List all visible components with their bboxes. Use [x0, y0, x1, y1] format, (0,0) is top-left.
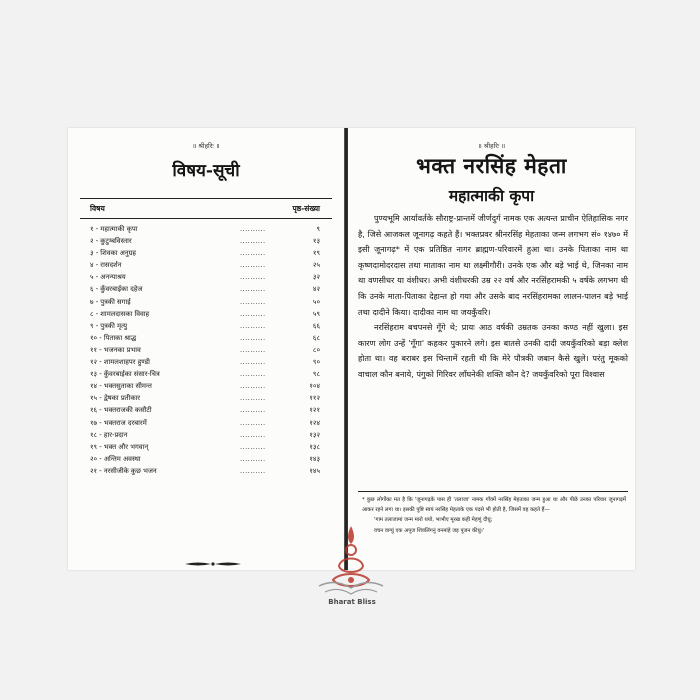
toc-entry-page: ६६ [312, 321, 320, 330]
toc-leader-dots: .......... [240, 370, 266, 379]
bharat-bliss-logo-icon [311, 520, 391, 600]
toc-row [68, 453, 344, 465]
right-page-header: ॥ श्रीहरिः ॥ [477, 142, 506, 150]
ornament-divider [183, 560, 243, 568]
toc-leader-dots: .......... [240, 454, 266, 463]
toc-top-rule [80, 198, 332, 199]
toc-title: विषय-सूची [172, 161, 240, 181]
toc-entry-label: १२ - शामलशाहपर हुण्डी [90, 358, 150, 367]
book-title: भक्त नरसिंह मेहता [416, 153, 567, 178]
toc-entry-label: ७ - पुत्रकी सगाई [90, 297, 131, 306]
toc-entry-label: १७ - भक्तराज दरबारमें [90, 418, 147, 427]
toc-entry-page: ५९ [312, 309, 320, 318]
chapter-title: महात्माकी कृपा [448, 186, 535, 205]
toc-entry-page: ९० [312, 358, 320, 367]
toc-entry-page: २५ [312, 261, 320, 270]
toc-entry-page: ६८ [312, 333, 320, 342]
toc-entry-label: ५ - अनन्याश्रय [90, 273, 126, 282]
toc-leader-dots: .......... [240, 430, 266, 439]
toc-entry-label: १० - पिताका श्राद्ध [90, 333, 137, 342]
toc-leader-dots: .......... [240, 321, 266, 330]
toc-entry-page: ९ [316, 225, 320, 233]
toc-row [68, 308, 344, 320]
toc-entry-label: २० - अन्तिम अवस्था [90, 454, 141, 463]
toc-leader-dots: .......... [240, 273, 266, 282]
footnote-verse-1: 'गाम तलाजामां जन्म मारो थयो, भाभीए मूरख कही मेहणुं दीधुं; [374, 517, 493, 524]
toc-row [68, 429, 344, 441]
left-page-header: ॥ श्रीहरिः ॥ [192, 142, 220, 150]
body-paragraph-2: नरसिंहराम बचपनसे गूँगे थे; प्रायः आठ वर्षकी उम्रतक उनका कण्ठ नहीं खुला। इस कारण लोग उन्हें 'गूँगा' कहकर पुकारने लगे। इस बातसे उनकी दादी जयकुँवरिको बड़ा क्लेश होता था। वह बराबर इस चिन्तामें रहती थी कि मेरे पौत्रकी जबान कैसे खुले। परंतु मूकको वाचाल कौन बनाये, पंगुको गिरिवर लाँघनेकी शक्ति कौन दे? जयकुँवरिको पूरा विश्वास [358, 322, 628, 379]
toc-entry-label: ३ - शिवका अनुग्रह [90, 249, 137, 258]
toc-leader-dots: .......... [240, 466, 266, 475]
toc-entry-label: ४ - रासदर्शन [90, 261, 122, 270]
book-spread [68, 128, 635, 570]
toc-leader-dots: .......... [240, 249, 266, 258]
toc-entry-page: ८० [312, 345, 320, 354]
toc-entry-label: २ - कुटुम्बविस्तार [90, 237, 132, 246]
toc-entry-page: ९८ [312, 370, 320, 379]
toc-entry-label: १४ - भक्तसुताका सीमन्त [90, 382, 152, 391]
toc-column-page: पृष्ठ-संख्या [292, 204, 320, 213]
toc-row [68, 271, 344, 283]
chapter-body [358, 211, 628, 383]
toc-entry-page: १३८ [309, 442, 320, 451]
toc-row [68, 223, 344, 235]
toc-entry-label: १९ - भक्त और भगवान् [90, 442, 149, 451]
toc-row [68, 368, 344, 380]
toc-leader-dots: .......... [240, 237, 266, 246]
footnote [362, 495, 626, 536]
toc-entry-label: ९ - पुत्रकी मृत्यु [90, 321, 128, 330]
toc-leader-dots: .......... [240, 261, 266, 270]
toc-leader-dots: .......... [240, 358, 266, 367]
toc-row [68, 404, 344, 416]
toc-leader-dots: .......... [240, 418, 266, 427]
toc-leader-dots: .......... [240, 309, 266, 318]
toc-entry-page: १२४ [309, 418, 320, 427]
toc-list [68, 223, 344, 477]
toc-entry-label: १५ - द्वेषका प्रतीकार [90, 394, 141, 403]
body-paragraph-1: पुण्यभूमि आर्यावर्तके सौराष्ट्र-प्रान्तमें जीर्णदुर्ग नामक एक अत्यन्त प्राचीन ऐतिहासिक नगर है, जिसे आजकल जूनागढ़ कहते हैं। भक्तप्रवर श्रीनरसिंह मेहताका जन्म लगभग सं० १४७० में इसी जूनागढ़* में एक प्रतिष्ठित नागर ब्राह्मण-परिवारमें हुआ था। उनके पिताका नाम था कृष्णदामोदरदास तथा माताका नाम था लक्ष्मीगौरी। उनके एक और बड़े भाई थे, जिनका नाम था वणसीधर या वंशीधर। अभी वंशीधरकी उम्र २२ वर्ष और नरसिंहरामकी ५ वर्षके लगभग थी कि उनके माता-पिताका देहान्त हो गया और उसके बाद नरसिंहरामका लालन-पालन बड़े भाई तथा दादीने किया। दादीका नाम था जयकुँवरि। [358, 213, 628, 317]
toc-entry-label: ६ - कुँवरबाईका दहेज [90, 285, 143, 294]
toc-entry-label: १६ - भक्तराजकी कसौटी [90, 406, 152, 415]
toc-entry-label: ८ - शामलदासका विवाह [90, 309, 150, 318]
toc-leader-dots: .......... [240, 382, 266, 391]
toc-row [68, 392, 344, 404]
toc-leader-dots: .......... [240, 297, 266, 306]
toc-entry-page: ३२ [312, 273, 320, 282]
toc-entry-page: १९ [312, 249, 320, 258]
toc-row [68, 332, 344, 344]
toc-header-rule [80, 218, 332, 219]
toc-entry-page: १०४ [309, 382, 320, 391]
toc-leader-dots: .......... [240, 285, 266, 294]
toc-entry-page: ४२ [312, 285, 320, 294]
toc-entry-page: १४५ [309, 466, 320, 475]
toc-entry-page: १२१ [309, 406, 320, 415]
left-page-table-of-contents [68, 128, 344, 570]
toc-entry-label: २१ - नरसीजीके कुछ भजन [90, 466, 157, 475]
toc-entry-page: १४३ [309, 454, 320, 463]
toc-entry-page: १३ [312, 237, 320, 246]
toc-entry-page: ५० [312, 297, 320, 306]
toc-leader-dots: .......... [240, 345, 266, 354]
toc-leader-dots: .......... [240, 406, 266, 415]
toc-row [68, 344, 344, 356]
toc-leader-dots: .......... [240, 225, 266, 233]
footnote-verse-2: वचन वाग्युं एक अपूज शिवलिंगनुं वनमांहे जइ पूजन कीधुं।' [374, 527, 485, 534]
toc-entry-label: १३ - कुँवरबाईका संसार-चित्र [90, 370, 160, 379]
toc-row [68, 380, 344, 392]
footnote-text: * कुछ लोगोंका मत है कि 'जूनागढ़के पास ही 'तलाजा' नामक गाँवमें नरसिंह मेहताका जन्म हुआ था और पीछे उनका परिवार जूनागढ़में आकर रहने लगा था। इसकी पुष्टि स्वयं नरसिंह मेहताके एक पदसे भी होती है, जिसमें वह कहते हैं— [362, 497, 626, 514]
right-page-chapter [348, 128, 635, 570]
footnote-rule [358, 491, 628, 492]
toc-row [68, 247, 344, 259]
toc-leader-dots: .......... [240, 333, 266, 342]
toc-row [68, 235, 344, 247]
toc-row [68, 465, 344, 477]
toc-leader-dots: .......... [240, 394, 266, 403]
toc-row [68, 356, 344, 368]
toc-row [68, 283, 344, 295]
toc-row [68, 259, 344, 271]
toc-row [68, 320, 344, 332]
toc-leader-dots: .......... [240, 442, 266, 451]
toc-entry-label: ११ - भजनका प्रभाव [90, 345, 141, 354]
toc-entry-label: १८ - हार-प्रदान [90, 430, 128, 439]
toc-row [68, 417, 344, 429]
toc-entry-page: १३२ [309, 430, 320, 439]
toc-entry-page: ११२ [309, 394, 320, 403]
toc-row [68, 441, 344, 453]
watermark-text: Bharat Bliss [328, 598, 376, 606]
toc-entry-label: १ - महात्माकी कृपा [90, 225, 138, 233]
toc-row [68, 296, 344, 308]
toc-column-subject: विषय [90, 204, 105, 213]
